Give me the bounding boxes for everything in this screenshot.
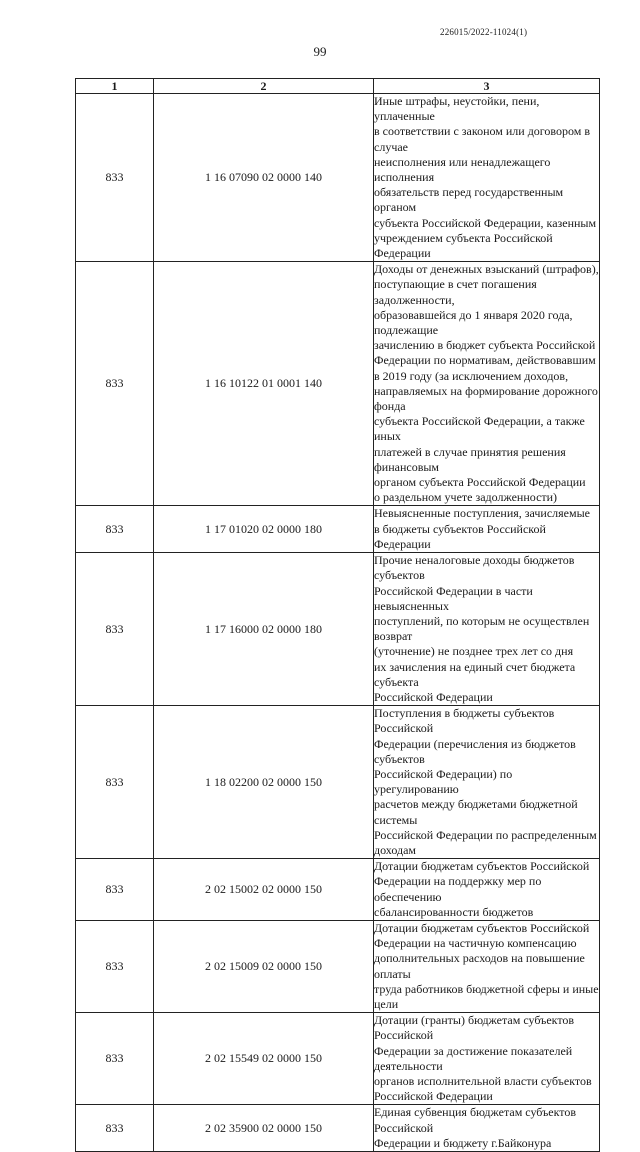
income-code-cell: 1 17 01020 02 0000 180 bbox=[154, 506, 374, 553]
description-cell: Иные штрафы, неустойки, пени, уплаченные в соответствии с законом или договором в случае неисполнения или ненадлежащего исполнения обязательств перед государственным органом субъекта Российской Федерации, казенным учреждением субъекта Российской Федерации bbox=[374, 94, 600, 262]
admin-code-cell: 833 bbox=[76, 94, 154, 262]
admin-code-cell: 833 bbox=[76, 1105, 154, 1152]
income-code-cell: 1 17 16000 02 0000 180 bbox=[154, 553, 374, 706]
column-header-1: 1 bbox=[76, 79, 154, 94]
description-cell: Дотации (гранты) бюджетам субъектов Российской Федерации за достижение показателей деятельности органов исполнительной власти субъектов Российской Федерации bbox=[374, 1013, 600, 1105]
admin-code-cell: 833 bbox=[76, 920, 154, 1012]
table-row bbox=[76, 859, 600, 921]
income-code-cell: 1 18 02200 02 0000 150 bbox=[154, 706, 374, 859]
admin-code-cell: 833 bbox=[76, 859, 154, 921]
admin-code-cell: 833 bbox=[76, 262, 154, 506]
table-row bbox=[76, 262, 600, 506]
description-cell: Поступления в бюджеты субъектов Российской Федерации (перечисления из бюджетов субъектов Российской Федерации) по урегулированию расчетов между бюджетами бюджетной системы Российской Федерации по распределенным доходам bbox=[374, 706, 600, 859]
table-row bbox=[76, 553, 600, 706]
table-row bbox=[76, 920, 600, 1012]
income-code-cell: 2 02 15009 02 0000 150 bbox=[154, 920, 374, 1012]
page-number: 99 bbox=[313, 44, 327, 59]
admin-code-cell: 833 bbox=[76, 706, 154, 859]
description-cell: Доходы от денежных взысканий (штрафов), поступающие в счет погашения задолженности, образовавшейся до 1 января 2020 года, подлежащие зачислению в бюджет субъекта Российской Федерации по нормативам, действовавшим в 2019 году (за исключением доходов, направляемых на формирование дорожного фонда субъекта Российской Федерации, а также иных платежей в случае принятия решения финансовым органом субъекта Российской Федерации о раздельном учете задолженности) bbox=[374, 262, 599, 505]
table-row bbox=[76, 706, 600, 859]
table-row bbox=[76, 1105, 600, 1152]
table-row bbox=[76, 506, 600, 553]
income-code-cell: 1 16 07090 02 0000 140 bbox=[154, 94, 374, 262]
table-row bbox=[76, 94, 600, 262]
description-cell: Невыясненные поступления, зачисляемые в бюджеты субъектов Российской Федерации bbox=[374, 506, 600, 553]
document-number: 226015/2022-11024(1) bbox=[440, 27, 528, 37]
income-code-cell: 1 16 10122 01 0001 140 bbox=[154, 262, 374, 506]
description-cell: Дотации бюджетам субъектов Российской Федерации на частичную компенсацию дополнительных расходов на повышение оплаты труда работников бюджетной сферы и иные цели bbox=[374, 920, 599, 1011]
admin-code-cell: 833 bbox=[76, 1013, 154, 1105]
description-cell: Прочие неналоговые доходы бюджетов субъектов Российской Федерации в части невыясненных поступлений, по которым не осуществлен возврат (уточнение) не позднее трех лет со дня их зачисления на единый счет бюджета субъекта Российской Федерации bbox=[374, 553, 600, 706]
column-header-3: 3 bbox=[374, 79, 600, 94]
table-row bbox=[76, 1013, 600, 1105]
column-header-2: 2 bbox=[154, 79, 374, 94]
income-code-cell: 2 02 35900 02 0000 150 bbox=[154, 1105, 374, 1152]
admin-code-cell: 833 bbox=[76, 553, 154, 706]
description-cell: Единая субвенция бюджетам субъектов Российской Федерации и бюджету г.Байконура bbox=[374, 1105, 600, 1152]
table-header-row bbox=[76, 79, 600, 94]
description-cell: Дотации бюджетам субъектов Российской Федерации на поддержку мер по обеспечению сбалансированности бюджетов bbox=[374, 859, 600, 921]
income-code-cell: 2 02 15549 02 0000 150 bbox=[154, 1013, 374, 1105]
income-code-cell: 2 02 15002 02 0000 150 bbox=[154, 859, 374, 921]
income-codes-table bbox=[75, 78, 600, 1152]
admin-code-cell: 833 bbox=[76, 506, 154, 553]
